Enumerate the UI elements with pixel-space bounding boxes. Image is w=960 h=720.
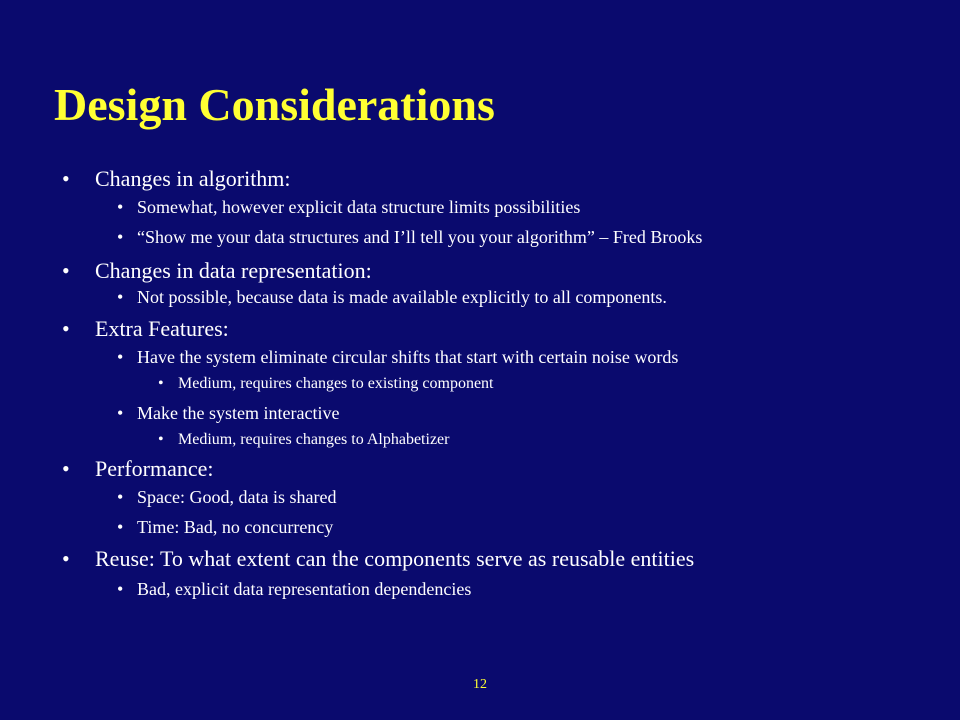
bullet-text: Somewhat, however explicit data structure limits possibilities: [137, 197, 581, 217]
bullet-dot: •: [158, 431, 164, 448]
slide-title: Design Considerations: [54, 79, 495, 130]
bullet-text: Time: Bad, no concurrency: [137, 517, 334, 537]
bullet-dot: •: [62, 166, 70, 191]
bullet-text: Medium, requires changes to Alphabetizer: [178, 431, 450, 448]
bullet-dot: •: [117, 347, 124, 367]
bullet-dot: •: [158, 375, 164, 392]
bullet-text: Performance:: [95, 456, 214, 481]
bullet-text: Extra Features:: [95, 316, 229, 341]
bullet-text: Medium, requires changes to existing component: [178, 375, 494, 392]
bullet-dot: •: [62, 316, 70, 341]
bullet-text: Have the system eliminate circular shifts that start with certain noise words: [137, 347, 679, 367]
bullet-dot: •: [117, 579, 124, 599]
bullet-dot: •: [62, 456, 70, 481]
bullet-dot: •: [117, 403, 124, 423]
bullet-dot: •: [117, 517, 124, 537]
bullet-text: Changes in algorithm:: [95, 166, 291, 191]
bullet-dot: •: [117, 487, 124, 507]
bullet-text: Not possible, because data is made available explicitly to all components.: [137, 287, 667, 307]
bullet-text: Reuse: To what extent can the components serve as reusable entities: [95, 546, 695, 571]
bullet-dot: •: [117, 197, 124, 217]
bullet-dot: •: [117, 227, 124, 247]
page-number: 12: [473, 677, 487, 692]
bullet-dot: •: [62, 546, 70, 571]
bullet-text: Make the system interactive: [137, 403, 340, 423]
bullet-text: Bad, explicit data representation dependencies: [137, 579, 472, 599]
bullet-dot: •: [117, 287, 124, 307]
bullet-text: Space: Good, data is shared: [137, 487, 337, 507]
bullet-text: “Show me your data structures and I’ll tell you your algorithm” – Fred Brooks: [137, 227, 703, 247]
bullet-dot: •: [62, 258, 70, 283]
bullet-text: Changes in data representation:: [95, 258, 372, 283]
